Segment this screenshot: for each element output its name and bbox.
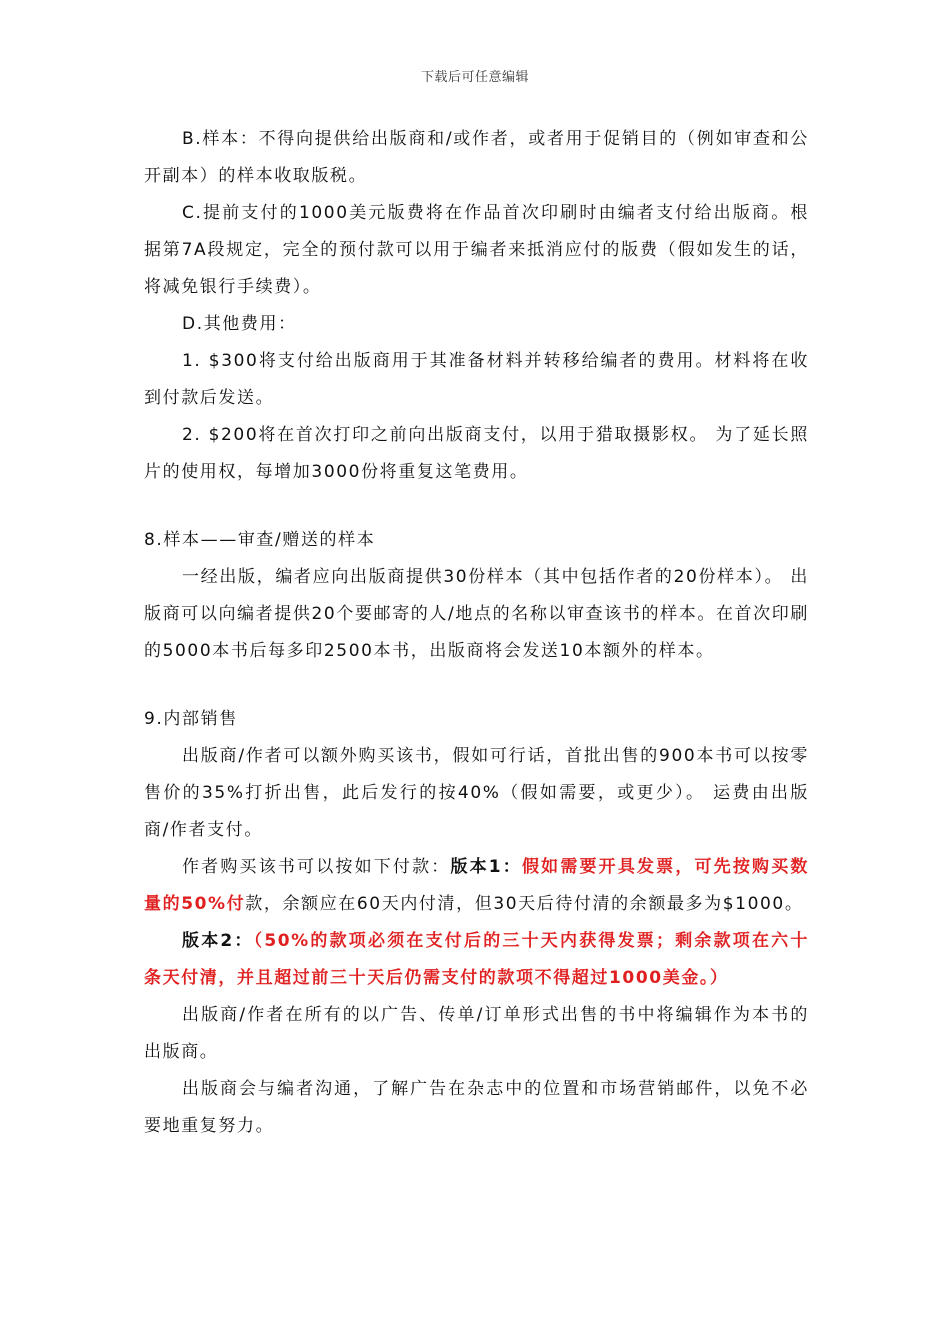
version-2-label: 版本2：	[182, 931, 254, 951]
document-body	[144, 121, 809, 1145]
paragraph-9-1: 出版商/作者可以额外购买该书，假如可行话，首批出售的900本书可以按零售价的35%打折出售，此后发行的按40%（假如需要，或更少）。 运费由出版商/作者支付。	[144, 746, 809, 840]
version-1-emphasis: 假如需要开具发票，可先按购买数量的50%付	[144, 857, 810, 914]
version-1-label: 版本1：	[450, 857, 522, 877]
paragraph-9-5: 出版商会与编者沟通，了解广告在杂志中的位置和市场营销邮件，以免不必要地重复努力。	[144, 1079, 809, 1136]
section-9-heading: 9.内部销售	[144, 709, 238, 729]
paragraph-9-2-tail: 款，余额应在60天内付清，但30天后待付清的余额最多为$1000。	[245, 894, 804, 914]
paragraph-7d-1: 1. $300将支付给出版商用于其准备材料并转移给编者的费用。材料将在收到付款后发送。	[144, 351, 809, 408]
version-2-emphasis: （50%的款项必须在支付后的三十天内获得发票；剩余款项在六十条天付清，并且超过前三十天后仍需支付的款项不得超过1000美金。）	[144, 931, 809, 988]
paragraph-7b: B.样本：不得向提供给出版商和/或作者，或者用于促销目的（例如审查和公开副本）的样本收取版税。	[144, 129, 809, 186]
paragraph-9-2-lead: 作者购买该书可以按如下付款：	[182, 857, 451, 877]
page-header: 下载后可任意编辑	[420, 70, 529, 85]
section-spacer	[144, 491, 809, 522]
paragraph-7d-2: 2. $200将在首次打印之前向出版商支付，以用于猎取摄影权。 为了延长照片的使用权，每增加3000份将重复这笔费用。	[144, 425, 809, 482]
paragraph-7c: C.提前支付的1000美元版费将在作品首次印刷时由编者支付给出版商。根据第7A段规定，完全的预付款可以用于编者来抵消应付的版费（假如发生的话，将减免银行手续费）。	[144, 203, 809, 297]
paragraph-7d: D.其他费用：	[182, 314, 297, 334]
paragraph-9-3	[144, 923, 809, 997]
paragraph-9-2	[144, 849, 809, 923]
paragraph-9-4: 出版商/作者在所有的以广告、传单/订单形式出售的书中将编辑作为本书的出版商。	[144, 1005, 809, 1062]
paragraph-8-1: 一经出版，编者应向出版商提供30份样本（其中包括作者的20份样本）。 出版商可以向编者提供20个要邮寄的人/地点的名称以审查该书的样本。在首次印刷的5000本书后每多印2500本书，出版商将会发送10本额外的样本。	[144, 567, 809, 661]
section-spacer	[144, 670, 809, 701]
section-8-heading: 8.样本——审查/赠送的样本	[144, 530, 376, 550]
